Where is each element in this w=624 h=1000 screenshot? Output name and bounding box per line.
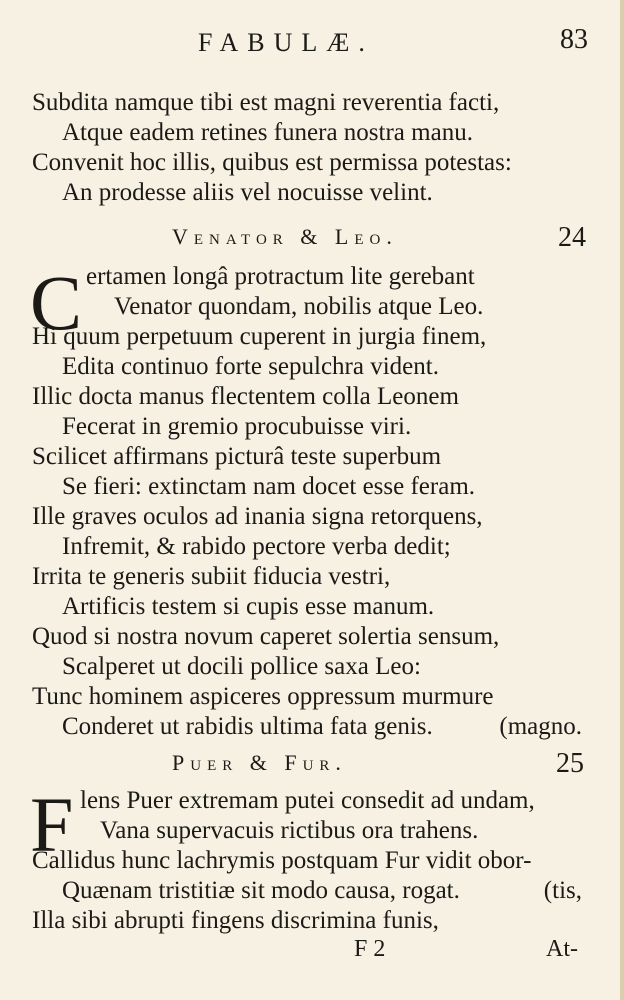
verse-line: Illa sibi abrupti fingens discrimina funis, (32, 907, 439, 934)
turnover: (tis, (543, 877, 582, 904)
verse-line: Subdita namque tibi est magni reverentia facti, (32, 89, 500, 116)
verse-line: Conderet ut rabidis ultima fata genis. (62, 713, 433, 740)
verse-line: Atque eadem retines funera nostra manu. (62, 119, 473, 146)
verse-line: Venator quondam, nobilis atque Leo. (114, 293, 484, 320)
verse-line: lens Puer extremam putei consedit ad undam, (80, 787, 535, 814)
fable-number: 25 (556, 748, 584, 779)
verse-line: Quod si nostra novum caperet solertia sensum, (32, 623, 500, 650)
verse-line: Irrita te generis subiit fiducia vestri, (32, 563, 391, 590)
verse-line: Edita continuo forte sepulchra vident. (62, 353, 439, 380)
page-number: 83 (560, 24, 588, 55)
verse-line: Hi quum perpetuum cuperent in jurgia finem, (32, 323, 487, 350)
verse-line: Infremit, & rabido pectore verba dedit; (62, 533, 451, 560)
verse-line: An prodesse aliis vel nocuisse velint. (62, 179, 433, 206)
verse-line: Callidus hunc lachrymis postquam Fur vidit obor- (32, 847, 532, 874)
verse-line: Convenit hoc illis, quibus est permissa potestas: (32, 149, 512, 176)
running-title: FABULÆ. (198, 28, 374, 57)
verse-line: Scalperet ut docili pollice saxa Leo: (62, 653, 421, 680)
verse-line: Vana supervacuis rictibus ora trahens. (100, 817, 479, 844)
verse-line: Artificis testem si cupis esse manum. (62, 593, 435, 620)
verse-line: Tunc hominem aspiceres oppressum murmure (32, 683, 494, 710)
catchword: At- (546, 936, 578, 962)
verse-line: Illic docta manus flectentem colla Leonem (32, 383, 459, 410)
drop-cap: C (30, 259, 83, 346)
drop-cap: F (30, 781, 74, 868)
verse-line: Se fieri: extinctam nam docet esse feram. (62, 473, 476, 500)
verse-line: Quænam tristitiæ sit modo causa, rogat. (62, 877, 460, 904)
verse-line: Fecerat in gremio procubuisse viri. (62, 413, 412, 440)
verse-line: Ille graves oculos ad inania signa retorquens, (32, 503, 483, 530)
fable-number: 24 (558, 222, 586, 253)
verse-line: Scilicet affirmans picturâ teste superbum (32, 443, 442, 470)
verse-line: ertamen longâ protractum lite gerebant (86, 263, 475, 290)
turnover: (magno. (499, 713, 582, 740)
signature-mark: F 2 (354, 936, 386, 962)
fable-title: Puer & Fur. (172, 750, 347, 775)
fable-title: Venator & Leo. (172, 224, 398, 249)
